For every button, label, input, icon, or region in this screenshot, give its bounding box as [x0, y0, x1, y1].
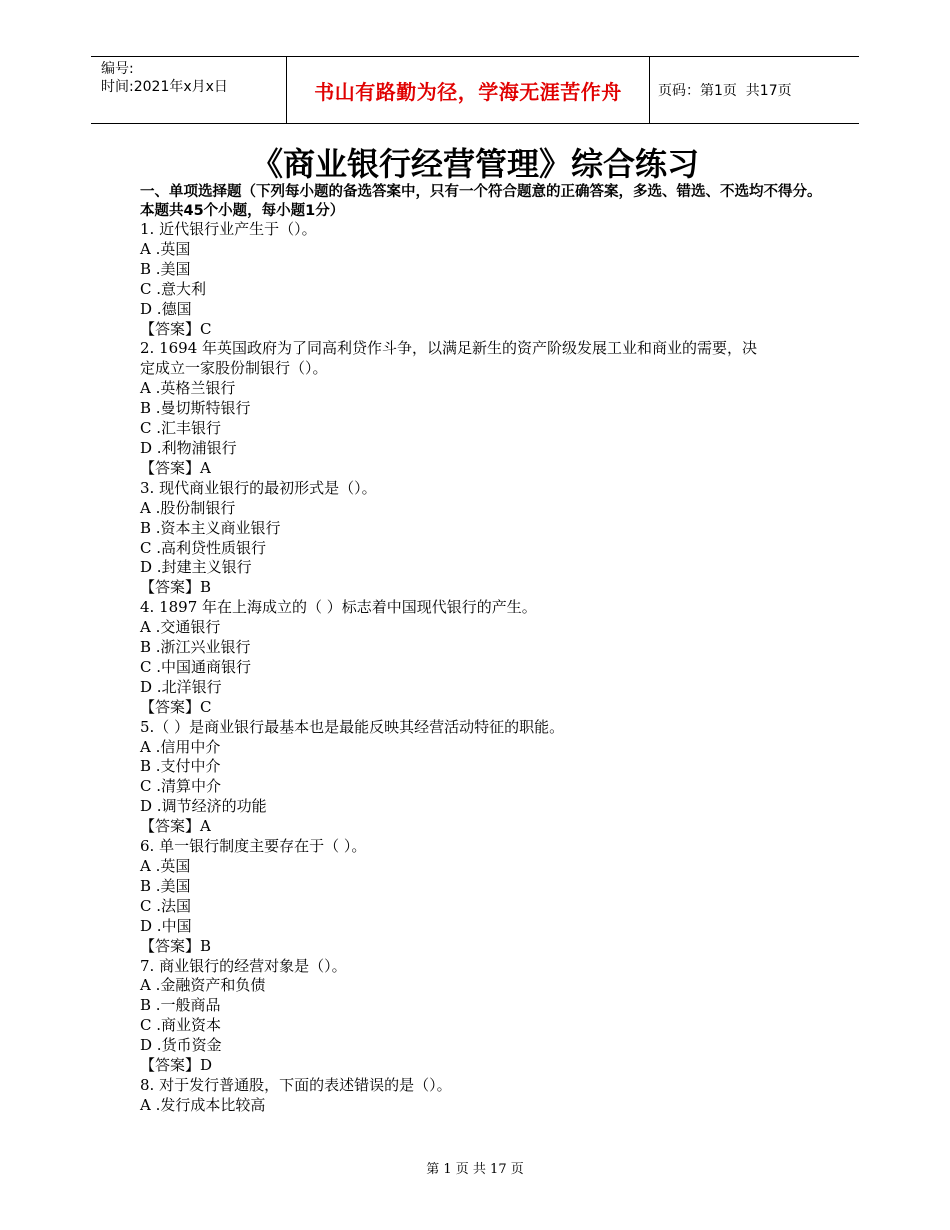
answer-line: 【答案】C: [140, 319, 212, 338]
question-line: 1. 近代银行业产生于（）。: [140, 220, 317, 238]
option-line: C .商业资本: [140, 1016, 222, 1035]
question-line: 5.（ ）是商业银行最基本也是最能反映其经营活动特征的职能。: [140, 717, 565, 736]
answer-line: 【答案】A: [140, 458, 211, 477]
option-line: A .信用中介: [140, 737, 221, 756]
option-line: D .德国: [140, 299, 192, 318]
question-line: 2. 1694 年英国政府为了同高利贷作斗争，以满足新生的资产阶级发展工业和商业的需要，决: [140, 339, 758, 358]
question-line: 6. 单一银行制度主要存在于（ ）。: [140, 837, 367, 856]
option-line: B .美国: [140, 259, 191, 278]
question-line: 3. 现代商业银行的最初形式是（）。: [140, 478, 377, 497]
option-line: A .英格兰银行: [140, 379, 236, 398]
header-motto: 书山有路勤为径，学海无涯苦作舟: [287, 57, 650, 123]
option-line: B .支付中介: [140, 757, 221, 776]
answer-line: 【答案】D: [140, 1056, 213, 1075]
question-line: 7. 商业银行的经营对象是（）。: [140, 956, 347, 975]
header-meta: [91, 57, 287, 123]
option-line: A .英国: [140, 857, 191, 875]
header-page-info: [650, 57, 859, 123]
answer-line: 【答案】B: [140, 936, 212, 955]
option-line: A .英国: [140, 239, 191, 258]
option-line: C .法国: [140, 896, 192, 915]
option-line: A .发行成本比较高: [140, 1095, 266, 1114]
option-line: C .意大利: [140, 279, 207, 298]
page-header: [91, 56, 859, 124]
option-line: B .一般商品: [140, 996, 221, 1015]
option-line: D .北洋银行: [140, 677, 222, 696]
page-info-label: 页码：第1页 共17页: [658, 83, 792, 99]
question-list: [140, 220, 830, 1116]
document-title: 《商业银行经营管理》综合练习: [250, 145, 699, 183]
section-heading: 一、单项选择题（下列每小题的备选答案中，只有一个符合题意的正确答案，多选、错选、不选均不得分。本题共45个小题，每小题1分）: [140, 184, 822, 219]
option-line: D .中国: [140, 916, 192, 935]
question-line: 定成立一家股份制银行（）。: [140, 359, 328, 378]
answer-line: 【答案】C: [140, 697, 212, 716]
option-line: D .利物浦银行: [140, 438, 237, 457]
option-line: C .清算中介: [140, 777, 222, 796]
option-line: B .资本主义商业银行: [140, 518, 281, 537]
option-line: B .美国: [140, 876, 191, 895]
option-line: D .封建主义银行: [140, 558, 252, 577]
question-line: 4. 1897 年在上海成立的（ ）标志着中国现代银行的产生。: [140, 598, 537, 617]
option-line: B .曼切斯特银行: [140, 399, 251, 418]
option-line: D .调节经济的功能: [140, 797, 267, 816]
answer-line: 【答案】B: [140, 578, 212, 597]
option-line: C .中国通商银行: [140, 657, 252, 676]
answer-line: 【答案】A: [140, 817, 211, 836]
number-label: 编号:: [101, 61, 134, 77]
time-label: 时间:2021年x月x日: [101, 79, 228, 95]
question-line: 8. 对于发行普通股，下面的表述错误的是（）。: [140, 1075, 452, 1094]
option-line: A .股份制银行: [140, 498, 236, 517]
option-line: A .交通银行: [140, 618, 221, 637]
option-line: D .货币资金: [140, 1036, 222, 1055]
option-line: C .汇丰银行: [140, 419, 222, 438]
option-line: B .浙江兴业银行: [140, 638, 251, 657]
option-line: A .金融资产和负债: [140, 976, 266, 995]
option-line: C .高利贷性质银行: [140, 538, 267, 557]
page-footer: 第 1 页 共 17 页: [426, 1162, 524, 1177]
